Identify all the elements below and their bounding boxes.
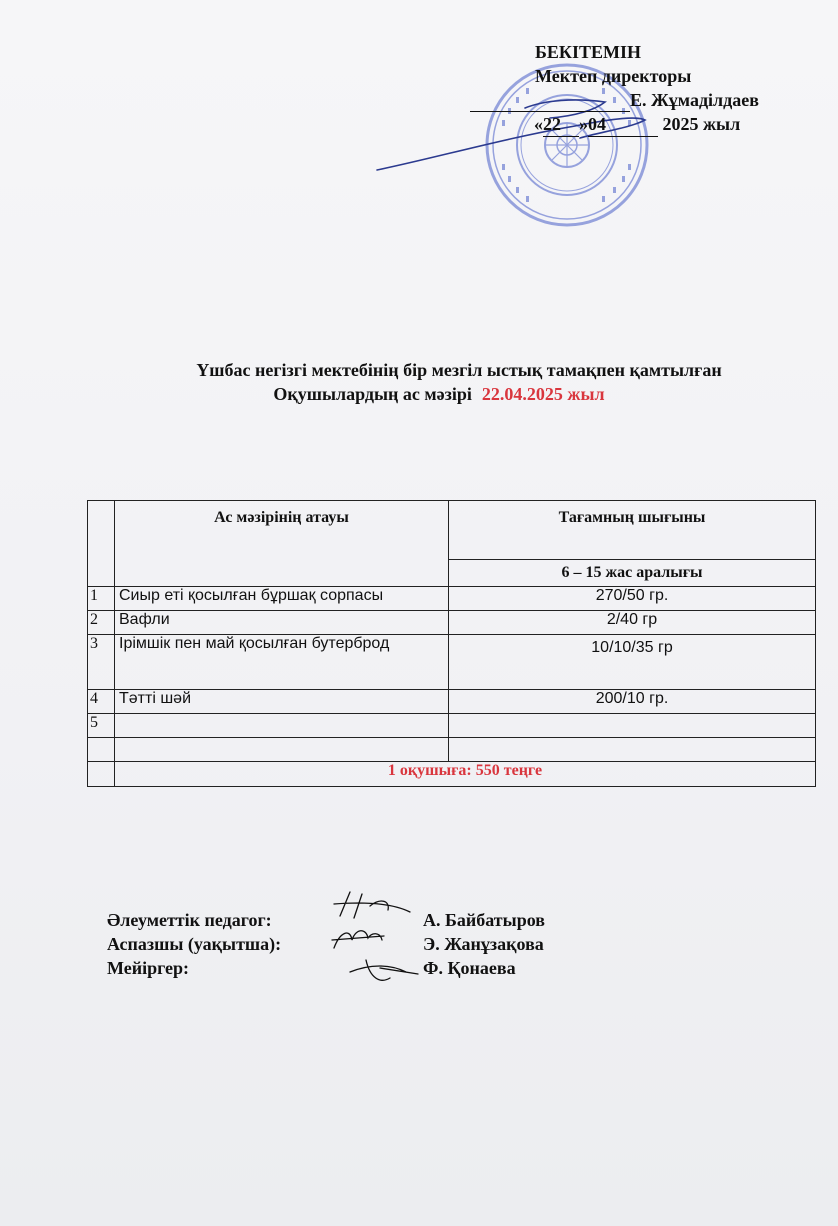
empty-cell bbox=[115, 738, 449, 762]
dish-name: Сиыр еті қосылған бұршақ сорпасы bbox=[115, 587, 449, 611]
signature-row bbox=[107, 932, 627, 956]
number-header bbox=[88, 501, 115, 587]
age-group-header: 6 – 15 жас аралығы bbox=[449, 560, 816, 587]
heading-line-2 bbox=[0, 382, 838, 406]
signature-role: Мейіргер: bbox=[107, 958, 190, 978]
signatures-block bbox=[107, 908, 627, 980]
empty-cell bbox=[88, 738, 115, 762]
table-row bbox=[88, 587, 816, 611]
director-name: Е. Жұмаділдаев bbox=[630, 90, 759, 110]
dish-name: Тәтті шәй bbox=[115, 690, 449, 714]
heading-subtitle: Оқушылардың ас мәзірі bbox=[273, 384, 472, 404]
menu-heading bbox=[0, 358, 838, 406]
dish-portion: 270/50 гр. bbox=[449, 587, 816, 611]
empty-cell bbox=[88, 762, 115, 787]
empty-cell bbox=[449, 738, 816, 762]
approval-date bbox=[470, 112, 786, 137]
portion-header: Тағамның шығыны bbox=[449, 501, 816, 560]
signature-line bbox=[470, 93, 630, 112]
row-number: 4 bbox=[88, 690, 115, 714]
row-number: 1 bbox=[88, 587, 115, 611]
table-row-empty bbox=[88, 738, 816, 762]
signature-row bbox=[107, 956, 627, 980]
dish-portion: 10/10/35 гр bbox=[449, 635, 816, 690]
approval-position: Мектеп директоры bbox=[535, 66, 692, 86]
approval-director-line bbox=[470, 88, 786, 112]
date-year: 2025 жыл bbox=[662, 114, 741, 134]
signature-name: Э. Жанұзақова bbox=[423, 934, 544, 954]
dish-name bbox=[115, 714, 449, 738]
heading-line-1: Үшбас негізгі мектебінің бір мезгіл ыстық тамақпен қамтылған bbox=[196, 360, 722, 380]
table-row bbox=[88, 714, 816, 738]
row-number: 3 bbox=[88, 635, 115, 690]
signature-row bbox=[107, 908, 627, 932]
date-quote-open: « bbox=[534, 114, 543, 134]
signature-role: Әлеуметтік педагог: bbox=[107, 910, 272, 930]
signature-name: А. Байбатыров bbox=[423, 910, 545, 930]
table-total-row bbox=[88, 762, 816, 787]
dish-portion: 200/10 гр. bbox=[449, 690, 816, 714]
row-number: 2 bbox=[88, 611, 115, 635]
heading-date: 22.04.2025 жыл bbox=[481, 384, 605, 404]
table-row bbox=[88, 611, 816, 635]
dish-name-header: Ас мәзірінің атауы bbox=[115, 501, 449, 587]
table-row bbox=[88, 690, 816, 714]
dish-portion: 2/40 гр bbox=[449, 611, 816, 635]
dish-portion bbox=[449, 714, 816, 738]
row-number: 5 bbox=[88, 714, 115, 738]
date-day: 22 bbox=[543, 112, 579, 137]
menu-table bbox=[87, 500, 816, 787]
signature-name: Ф. Қонаева bbox=[423, 958, 516, 978]
dish-name: Вафли bbox=[115, 611, 449, 635]
total-cost: 1 оқушыға: 550 теңге bbox=[115, 762, 816, 787]
table-header-row bbox=[88, 501, 816, 560]
date-quote-close: » bbox=[579, 114, 588, 134]
table-row bbox=[88, 635, 816, 690]
date-month: 04 bbox=[588, 112, 658, 137]
approval-title: БЕКІТЕМІН bbox=[535, 42, 641, 62]
dish-name: Ірімшік пен май қосылған бутерброд bbox=[115, 635, 449, 690]
signature-role: Аспазшы (уақытша): bbox=[107, 934, 282, 954]
